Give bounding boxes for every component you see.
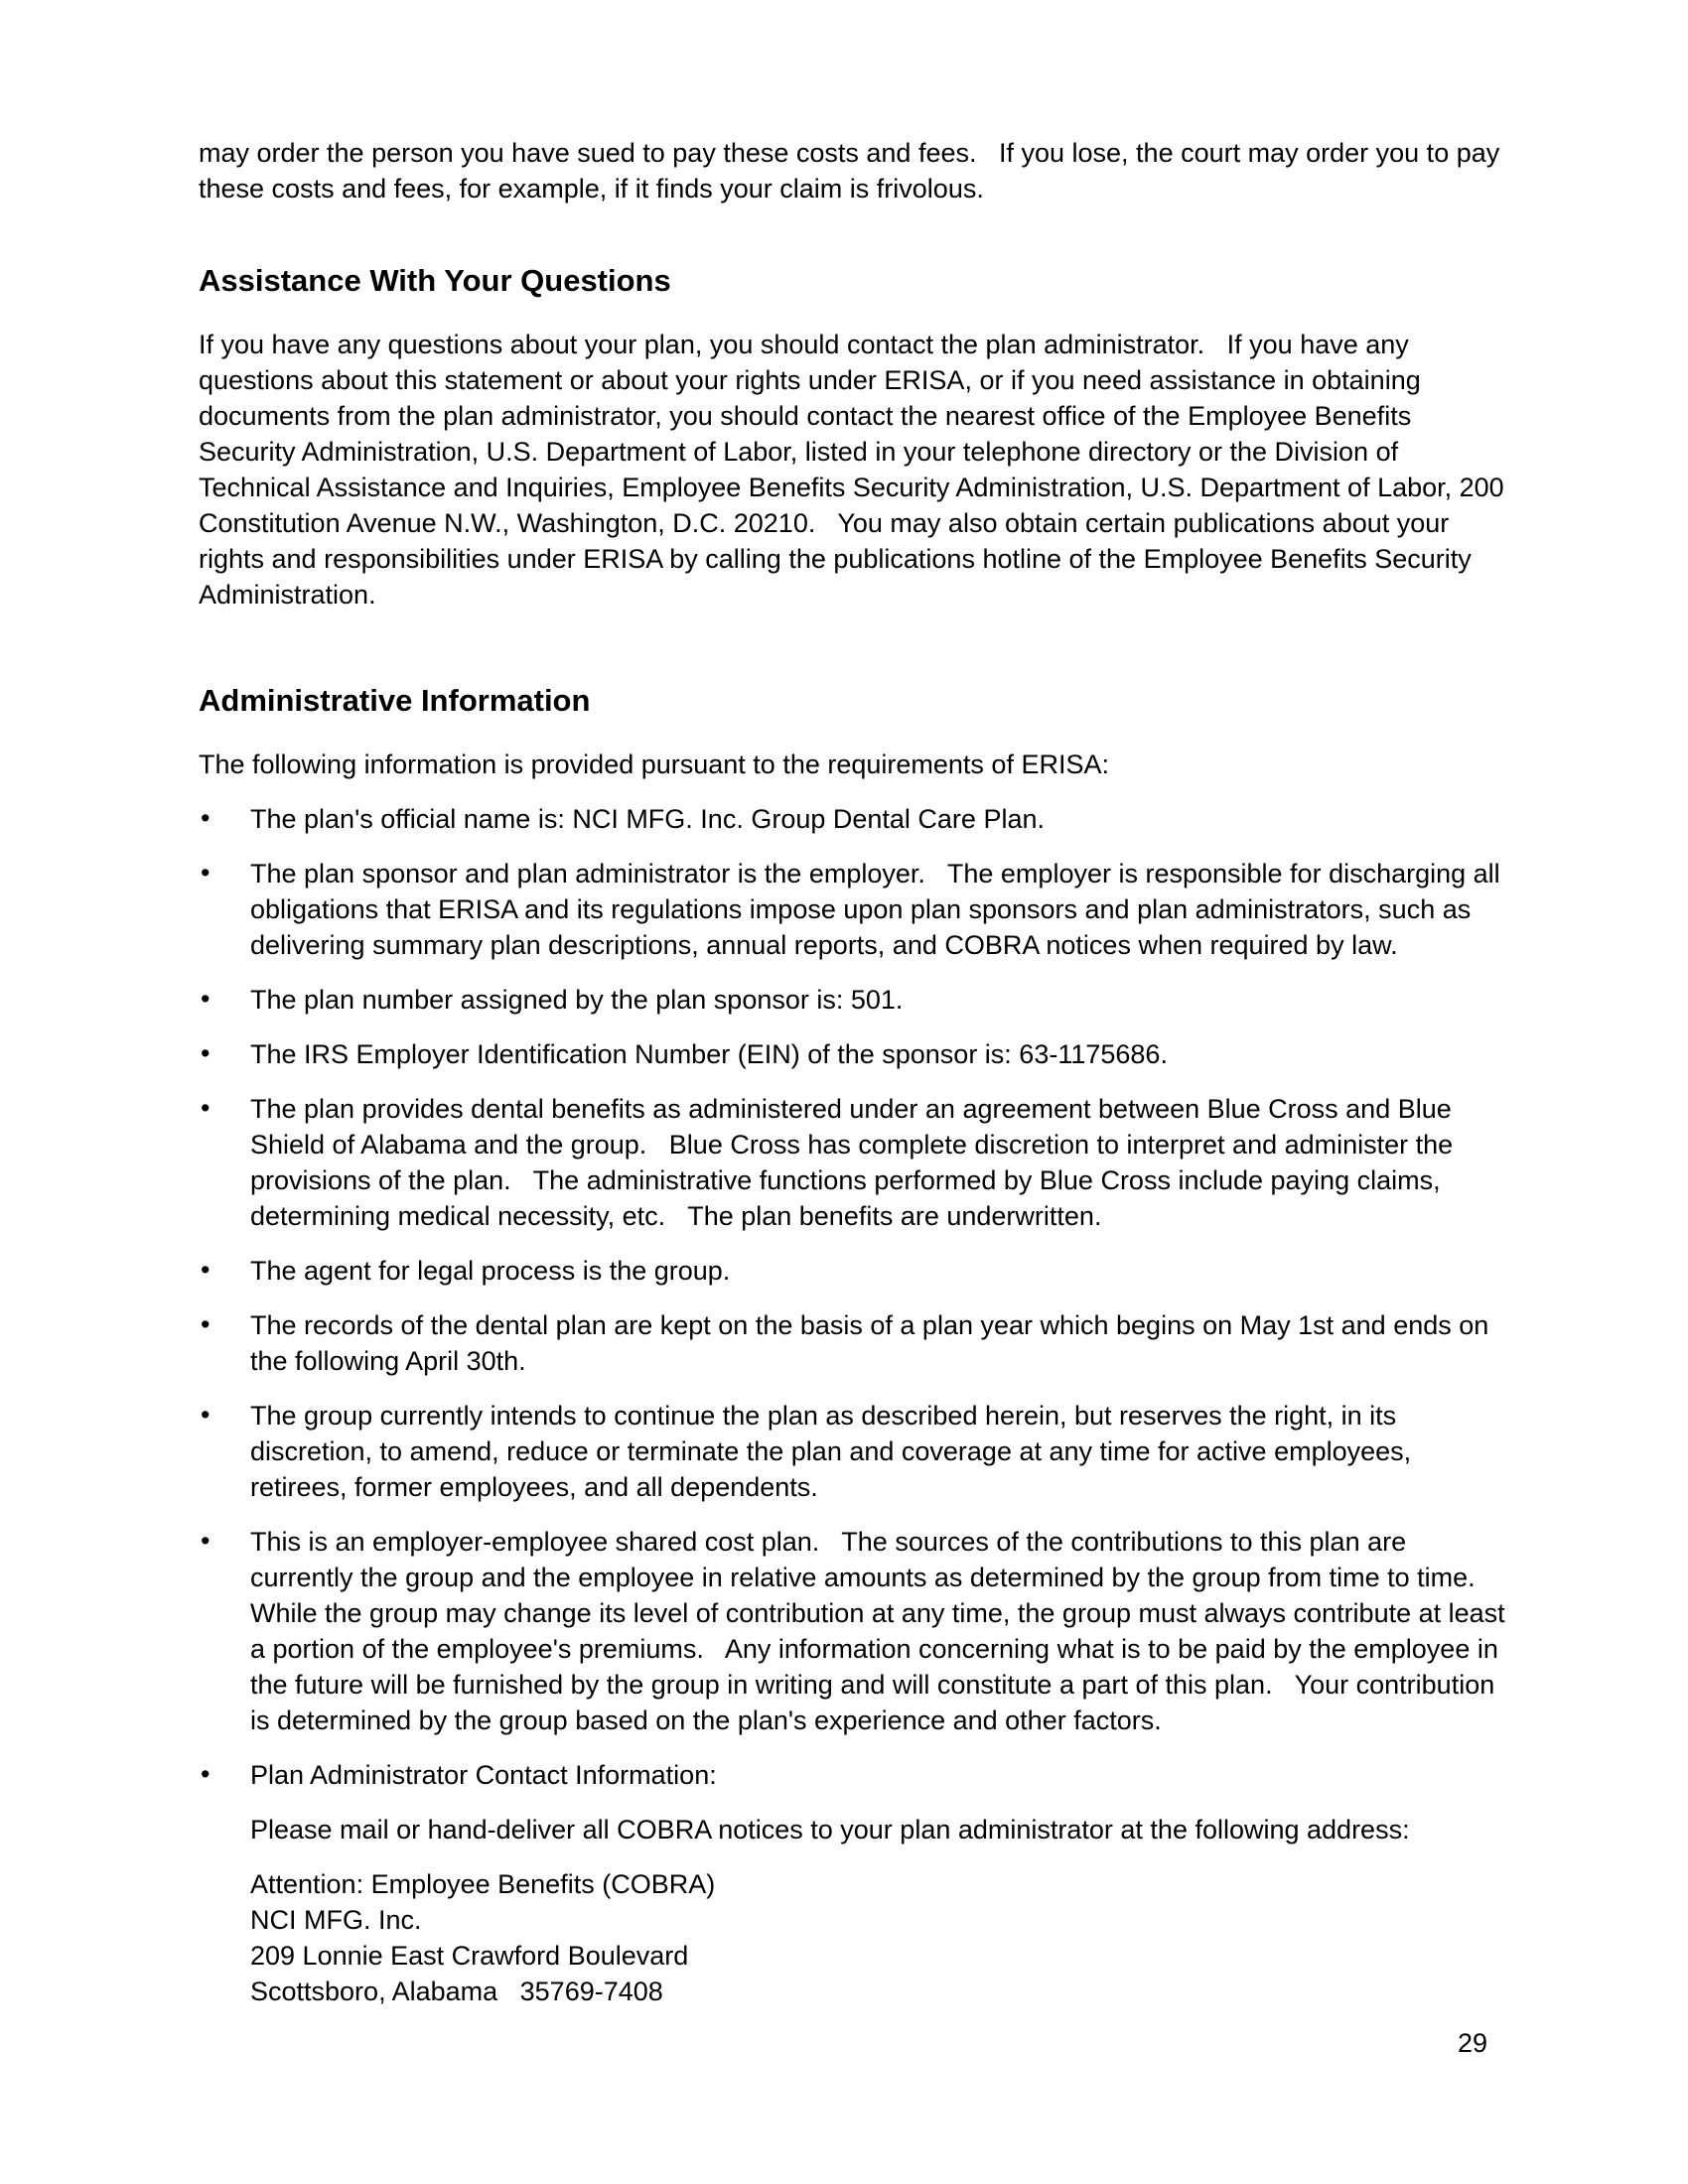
bullet-icon: • bbox=[201, 803, 211, 833]
list-item bbox=[199, 1307, 1514, 1379]
continuation-paragraph: may order the person you have sued to pay these costs and fees. If you lose, the court may order you to pay these costs and fees, for example, if it finds your claim is frivolous. bbox=[199, 138, 1507, 204]
bullet-icon: • bbox=[201, 1093, 211, 1123]
bullet-icon: • bbox=[201, 1526, 211, 1556]
bullet-icon: • bbox=[201, 1255, 211, 1285]
list-item bbox=[199, 982, 1514, 1018]
address-line: 209 Lonnie East Crawford Boulevard bbox=[250, 1941, 689, 1971]
bullet-text: Plan Administrator Contact Information: bbox=[250, 1760, 717, 1790]
bullet-text: The IRS Employer Identification Number (EIN) of the sponsor is: 63-1175686. bbox=[250, 1039, 1168, 1069]
bullet-text: The plan sponsor and plan administrator is the employer. The employer is responsible for discharging all obligations that ERISA and its regulations impose upon plan sponsors and plan administrators, such as delivering summary plan descriptions, annual reports, and COBRA notices when required by law. bbox=[250, 859, 1508, 960]
bullet-text: The plan's official name is: NCI MFG. Inc. Group Dental Care Plan. bbox=[250, 804, 1045, 834]
section-heading-administrative: Administrative Information bbox=[199, 683, 591, 718]
address-line: NCI MFG. Inc. bbox=[250, 1905, 422, 1935]
administrative-lead-paragraph: The following information is provided pursuant to the requirements of ERISA: bbox=[199, 750, 1109, 779]
list-item bbox=[199, 856, 1514, 963]
list-item bbox=[199, 1398, 1514, 1505]
page-number: 29 bbox=[1458, 2028, 1488, 2058]
bullet-icon: • bbox=[201, 1309, 211, 1339]
section-heading-assistance: Assistance With Your Questions bbox=[199, 263, 671, 298]
address-line: Scottsboro, Alabama 35769-7408 bbox=[250, 1977, 663, 2006]
bullet-text: This is an employer-employee shared cost plan. The sources of the contributions to this plan are currently the group and the employee in relative amounts as determined by the group from time to time. While the group may change its level of contribution at any time, the group must always contribute at least a portion of the employee's premiums. Any information concerning what is to be paid by the employee in the future will be furnished by the group in writing and will constitute a part of this plan. Your contribution is determined by the group based on the plan's experience and other factors. bbox=[250, 1527, 1513, 1735]
cobra-mailing-instruction: Please mail or hand-deliver all COBRA notices to your plan administrator at the following address: bbox=[250, 1815, 1410, 1844]
list-item bbox=[199, 1524, 1514, 1738]
list-item bbox=[199, 801, 1514, 837]
bullet-icon: • bbox=[201, 984, 211, 1014]
list-item bbox=[199, 1036, 1514, 1072]
page-content bbox=[199, 135, 1514, 2009]
bullet-text: The plan number assigned by the plan sponsor is: 501. bbox=[250, 985, 904, 1015]
plan-administrator-address bbox=[250, 1866, 1514, 2009]
administrative-bullet-list bbox=[199, 801, 1514, 2009]
bullet-icon: • bbox=[201, 1759, 211, 1789]
assistance-paragraph: If you have any questions about your plan, you should contact the plan administrator. If you have any questions about this statement or about your rights under ERISA, or if you need assistance in obtaining documents from the plan administrator, you should contact the nearest office of the Employee Benefits Security Administration, U.S. Department of Labor, listed in your telephone directory or the Division of Technical Assistance and Inquiries, Employee Benefits Security Administration, U.S. Department of Labor, 200 Constitution Avenue N.W., Washington, D.C. 20210. You may also obtain certain publications about your rights and responsibilities under ERISA by calling the publications hotline of the Employee Benefits Security Administration. bbox=[199, 330, 1512, 610]
address-line: Attention: Employee Benefits (COBRA) bbox=[250, 1869, 716, 1899]
list-item bbox=[199, 1091, 1514, 1234]
bullet-icon: • bbox=[201, 1038, 211, 1068]
bullet-text: The plan provides dental benefits as administered under an agreement between Blue Cross and Blue Shield of Alabama and the group. Blue Cross has complete discretion to interpret and administer the provisions of the plan. The administrative functions performed by Blue Cross include paying claims, determining medical necessity, etc. The plan benefits are underwritten. bbox=[250, 1094, 1461, 1231]
bullet-icon: • bbox=[201, 1400, 211, 1430]
bullet-text: The records of the dental plan are kept on the basis of a plan year which begins on May 1st and ends on the following April 30th. bbox=[250, 1310, 1496, 1376]
list-item-plan-administrator-contact bbox=[199, 1757, 1514, 2009]
bullet-icon: • bbox=[201, 858, 211, 887]
bullet-text: The agent for legal process is the group. bbox=[250, 1256, 731, 1286]
list-item bbox=[199, 1253, 1514, 1289]
bullet-text: The group currently intends to continue the plan as described herein, but reserves the right, in its discretion, to amend, reduce or terminate the plan and coverage at any time for active employees, retirees, former employees, and all dependents. bbox=[250, 1401, 1419, 1502]
